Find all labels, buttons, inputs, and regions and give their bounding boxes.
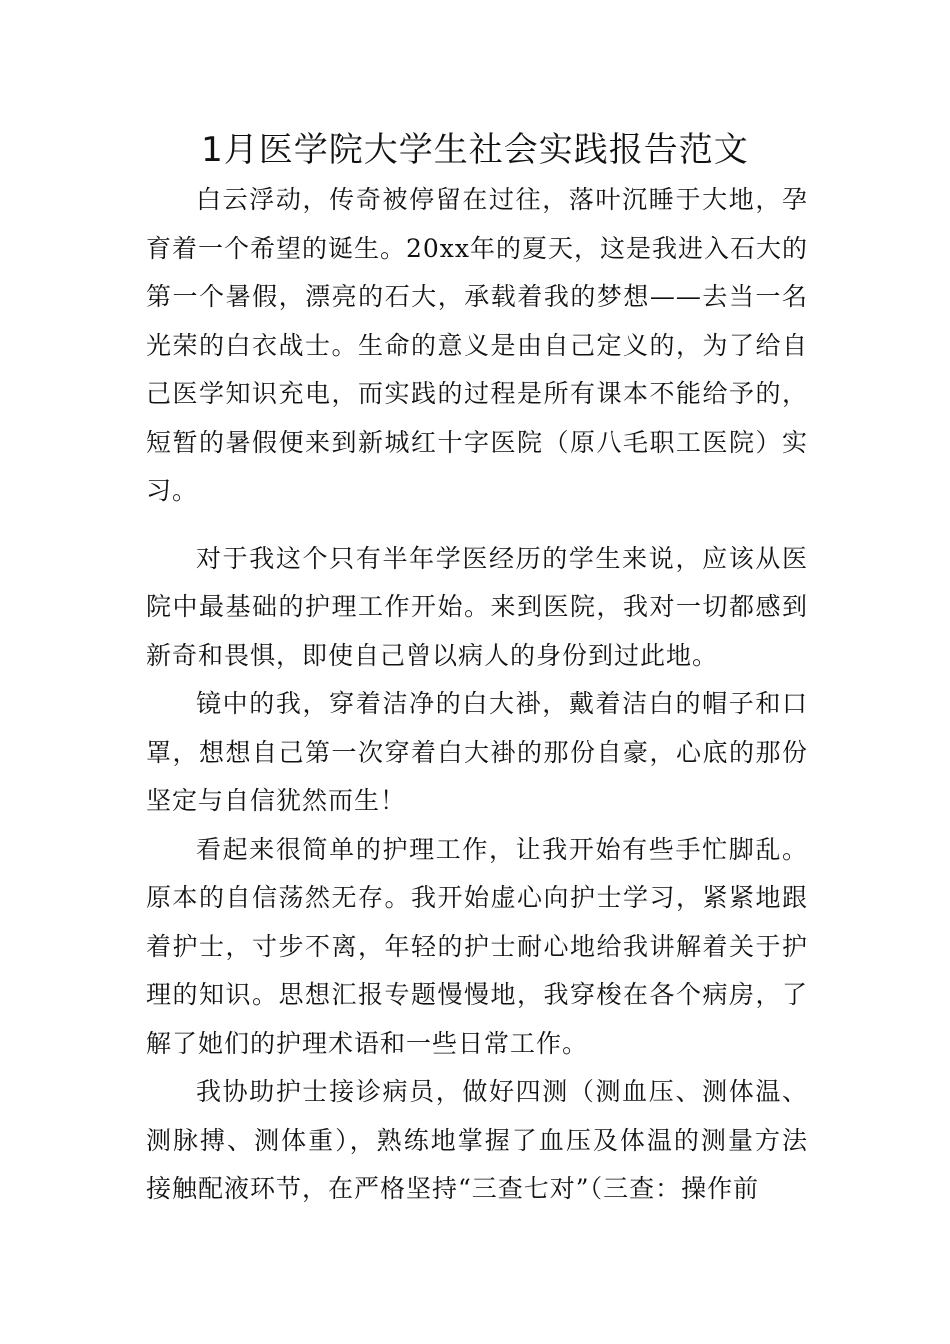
- paragraph-3: 镜中的我，穿着洁净的白大褂，戴着洁白的帽子和口罩，想想自己第一次穿着白大褂的那份自豪，心底的那份坚定与自信犹然而生！: [146, 689, 808, 815]
- document-title: 1月医学院大学生社会实践报告范文: [201, 130, 749, 170]
- paragraph-1: 白云浮动，传奇被停留在过往，落叶沉睡于大地，孕育着一个希望的诞生。20xx年的夏天，这是我进入石大的第一个暑假，漂亮的石大，承载着我的梦想——去当一名光荣的白衣战士。生命的意义是由自己定义的，为了给自己医学知识充电，而实践的过程是所有课本不能给予的，短暂的暑假便来到新城红十字医院（原八毛职工医院）实习。: [146, 185, 809, 505]
- document-body: [146, 176, 808, 1214]
- paragraph-2: 对于我这个只有半年学医经历的学生来说，应该从医院中最基础的护理工作开始。来到医院，我对一切都感到新奇和畏惧，即使自己曾以病人的身份到过此地。: [146, 543, 808, 670]
- paragraph-4: 看起来很简单的护理工作，让我开始有些手忙脚乱。原本的自信荡然无存。我开始虚心向护士学习，紧紧地跟着护士，寸步不离，年轻的护士耐心地给我讲解着关于护理的知识。思想汇报专题慢慢地，我穿梭在各个病房，了解了她们的护理术语和一些日常工作。: [146, 834, 808, 1058]
- paragraph-5: 我协助护士接诊病员，做好四测（测血压、测体温、测脉搏、测体重），熟练地掌握了血压及体温的测量方法接触配液环节，在严格坚持“三查七对”（三查：操作前: [146, 1077, 808, 1203]
